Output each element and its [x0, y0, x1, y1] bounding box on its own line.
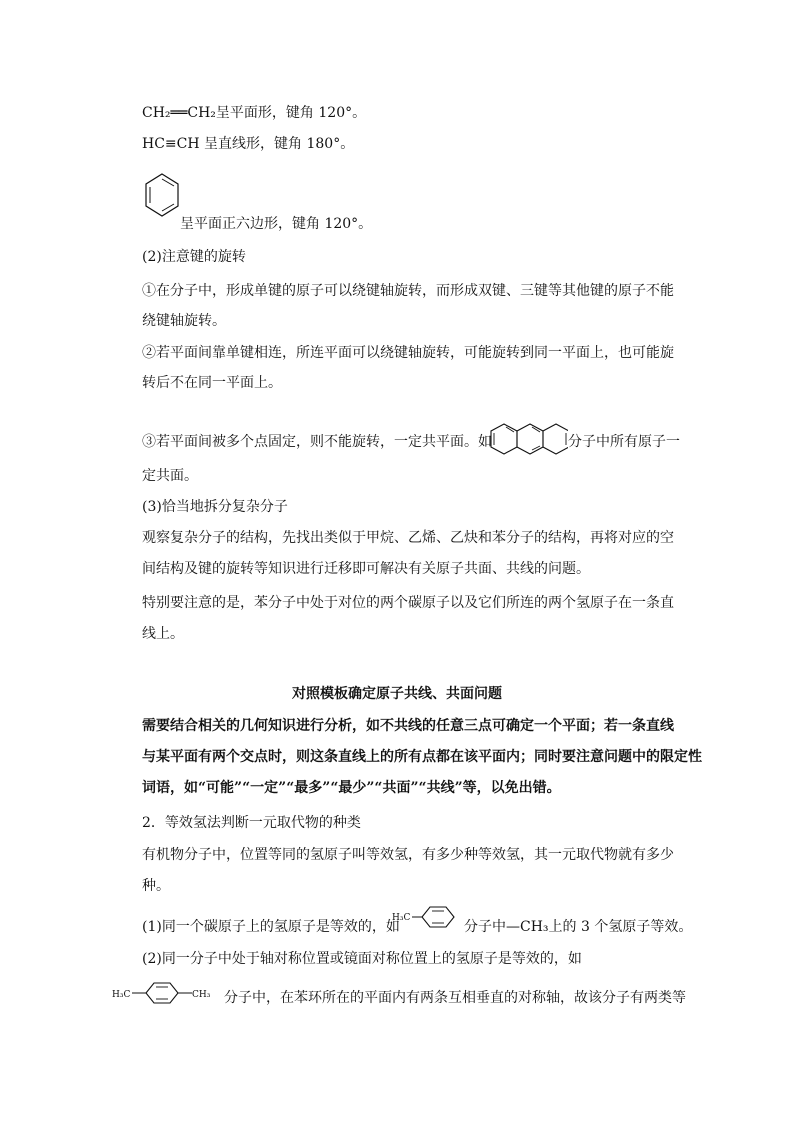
benzene-structure-icon [142, 170, 182, 230]
toluene-h3c-label: H₃C [392, 913, 411, 923]
rotation-point-3b: 定共面。 [142, 468, 198, 484]
xylene-h3c-label: H₃C [112, 990, 131, 1000]
section-heading: 对照模板确定原子共线、共面问题 [292, 686, 502, 702]
section-para-b: 与某平面有两个交点时，则这条直线上的所有点都在该平面内；同时要注意问题中的限定性 [142, 749, 702, 765]
section-para-a: 需要结合相关的几何知识进行分析，如不共线的任意三点可确定一个平面；若一条直线 [142, 718, 674, 734]
rotation-point-1b: 绕键轴旋转。 [142, 313, 226, 329]
anthracene-structure-icon [490, 408, 568, 468]
note-para-b: 线上。 [142, 626, 184, 642]
rotation-point-2a: ②若平面间靠单键相连，所连平面可以绕键轴旋转，可能旋转到同一平面上，也可能旋 [142, 345, 674, 361]
equivalent-1a: (1)同一个碳原子上的氢原子是等效的，如 [142, 919, 400, 935]
equivalent-1b: 分子中—CH₃上的 3 个氢原子等效。 [464, 919, 693, 935]
xylene-ch3-label: CH₃ [192, 990, 211, 1000]
split-para-a: 观察复杂分子的结构，先找出类似于甲烷、乙烯、乙炔和苯分子的结构，再将对应的空 [142, 530, 674, 546]
equivalent-2b: 分子中，在苯环所在的平面内有两条互相垂直的对称轴，故该分子有两类等 [224, 990, 686, 1006]
rotation-point-1a: ①在分子中，形成单键的原子可以绕键轴旋转，而形成双键、三键等其他键的原子不能 [142, 283, 674, 299]
equivalent-2a: (2)同一分子中处于轴对称位置或镜面对称位置上的氢原子是等效的，如 [142, 951, 582, 967]
split-para-b: 间结构及键的旋转等知识进行迁移即可解决有关原子共面、共线的问题。 [142, 561, 590, 577]
h2-para-a: 有机物分子中，位置等同的氢原子叫等效氢，有多少种等效氢，其一元取代物就有多少 [142, 847, 674, 863]
h2-para-b: 种。 [142, 878, 170, 894]
rotation-point-3a: ③若平面间被多个点固定，则不能旋转，一定共平面。如 [142, 434, 492, 450]
acetylene-line: HC≡CH 呈直线形，键角 180°。 [142, 136, 355, 152]
rotation-title: (2)注意键的旋转 [142, 249, 246, 265]
h2-title: 2．等效氢法判断一元取代物的种类 [142, 815, 361, 831]
ethylene-line: CH₂══CH₂呈平面形，键角 120°。 [142, 105, 367, 121]
toluene-structure-icon [392, 899, 466, 933]
rotation-point-3a2: 分子中所有原子一 [568, 434, 680, 450]
split-title: (3)恰当地拆分复杂分子 [142, 499, 288, 515]
rotation-point-2b: 转后不在同一平面上。 [142, 375, 282, 391]
p-xylene-structure-icon [112, 977, 224, 1007]
section-para-c: 词语，如“可能”“一定”“最多”“最少”“共面”“共线”等，以免出错。 [142, 780, 561, 796]
benzene-line: 呈平面正六边形，键角 120°。 [180, 216, 373, 232]
note-para-a: 特别要注意的是，苯分子中处于对位的两个碳原子以及它们所连的两个氢原子在一条直 [142, 595, 674, 611]
